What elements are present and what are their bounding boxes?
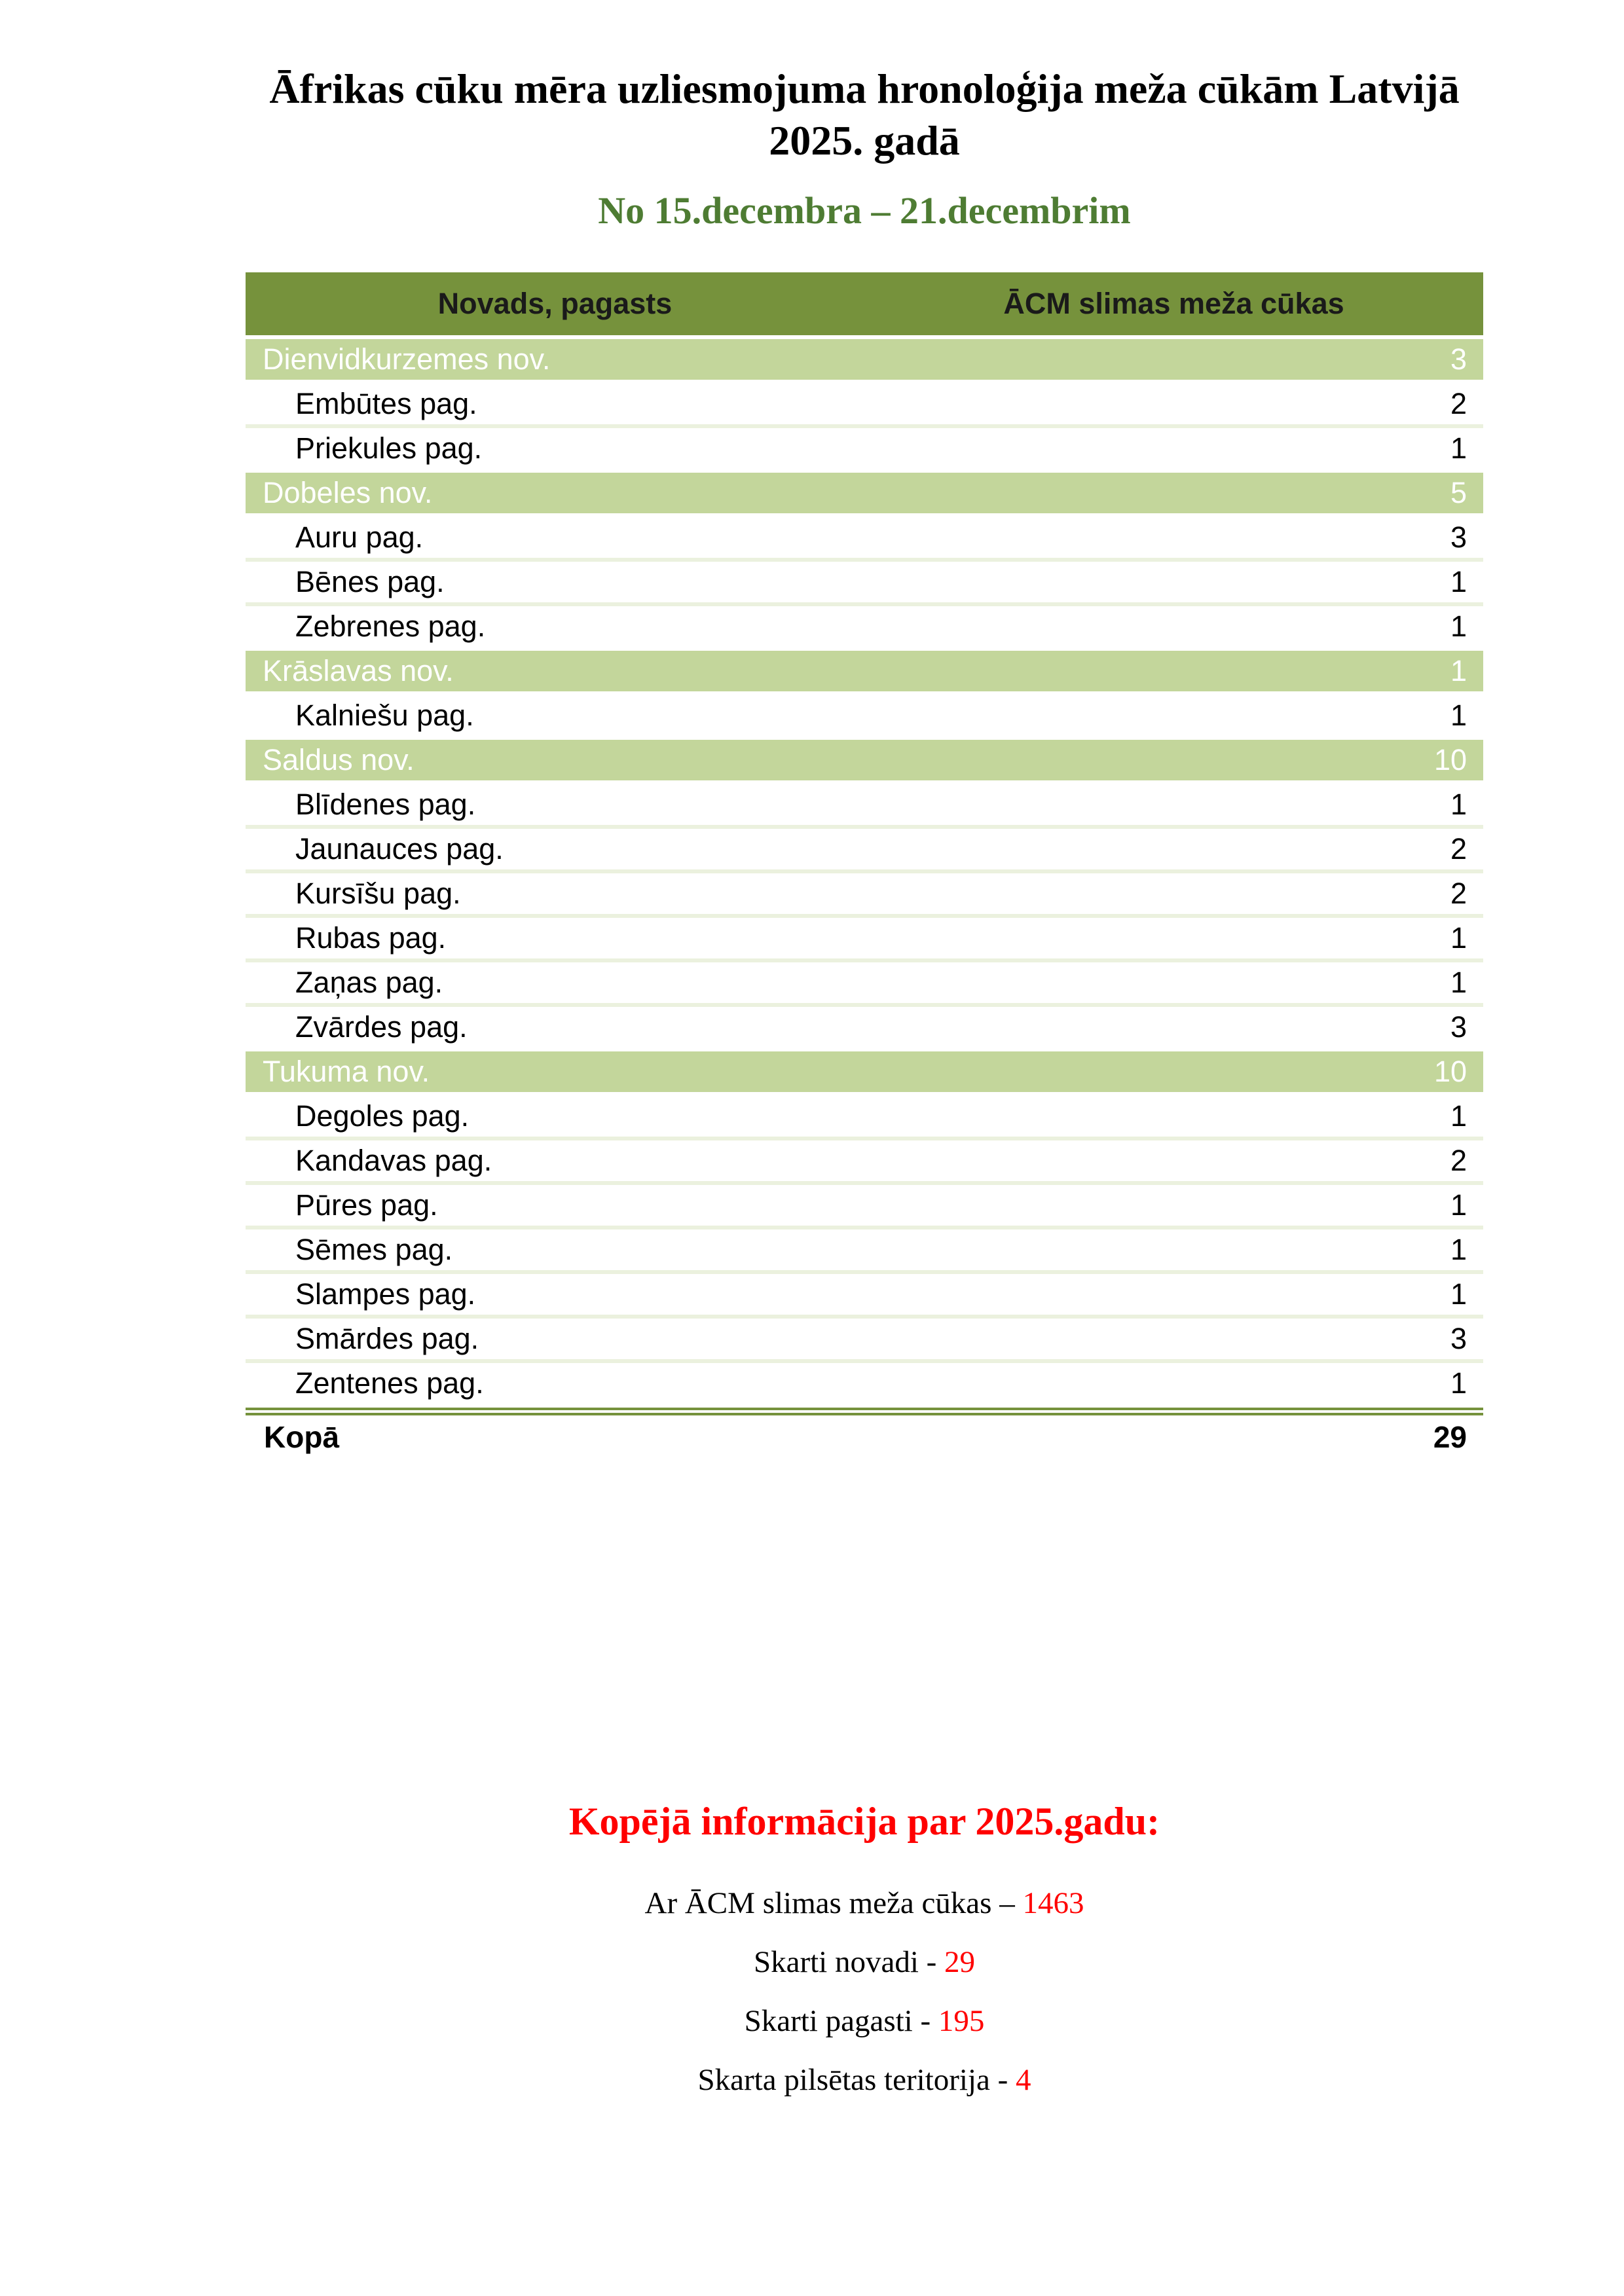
row-label: Saldus nov. <box>263 743 415 776</box>
row-value: 2 <box>1450 877 1467 910</box>
table-row-pagasts <box>246 784 1483 825</box>
summary-item <box>246 2005 1483 2037</box>
summary-item <box>246 1887 1483 1920</box>
row-label: Zebrenes pag. <box>295 610 486 643</box>
row-value: 2 <box>1450 1144 1467 1177</box>
row-value: 1 <box>1450 1188 1467 1222</box>
row-value: 1 <box>1450 699 1467 732</box>
row-label: Krāslavas nov. <box>263 654 454 687</box>
table-row-pagasts <box>246 695 1483 736</box>
table-header-row <box>246 272 1483 335</box>
row-label: Bēnes pag. <box>295 565 445 598</box>
summary-item-text: Ar ĀCM slimas meža cūkas – <box>644 1886 1023 1920</box>
table-row-pagasts <box>246 1319 1483 1359</box>
row-label: Degoles pag. <box>295 1099 470 1133</box>
row-label: Kursīšu pag. <box>295 877 461 910</box>
summary-item-text: Skarti novadi - <box>753 1945 945 1979</box>
row-value: 10 <box>1433 743 1467 776</box>
row-value: 3 <box>1450 1322 1467 1355</box>
summary-item-text: Skarta pilsētas teritorija - <box>697 2063 1016 2097</box>
row-value: 3 <box>1450 342 1467 376</box>
column-header-acm-slimas: ĀCM slimas meža cūkas <box>1003 287 1344 320</box>
row-value: 2 <box>1450 832 1467 866</box>
row-label: Sēmes pag. <box>295 1233 453 1266</box>
row-value: 1 <box>1450 565 1467 598</box>
row-label: Tukuma nov. <box>263 1055 430 1088</box>
table-row-novads <box>246 1051 1483 1092</box>
summary-item-value: 4 <box>1016 2063 1031 2097</box>
table-row-pagasts <box>246 384 1483 424</box>
summary-heading: Kopējā informācija par 2025.gadu: <box>568 1800 1160 1843</box>
row-label: Kandavas pag. <box>295 1144 492 1177</box>
row-value: 1 <box>1450 921 1467 955</box>
row-value: 1 <box>1450 1099 1467 1133</box>
row-value: 2 <box>1450 387 1467 420</box>
table-row-pagasts <box>246 1140 1483 1181</box>
table-body <box>246 339 1483 1404</box>
row-value: 1 <box>1450 788 1467 821</box>
summary-item-value: 1463 <box>1022 1886 1084 1920</box>
table-row-pagasts <box>246 873 1483 914</box>
row-value: 10 <box>1433 1055 1467 1088</box>
date-range-subtitle: No 15.decembra – 21.decembrim <box>598 189 1131 232</box>
table-row-pagasts <box>246 562 1483 602</box>
row-value: 1 <box>1450 1366 1467 1400</box>
table-row-pagasts <box>246 1230 1483 1270</box>
yearly-summary-section <box>246 1799 1483 2096</box>
row-label: Dobeles nov. <box>263 476 433 509</box>
row-label: Jaunauces pag. <box>295 832 504 866</box>
row-label: Embūtes pag. <box>295 387 477 420</box>
page-title <box>246 0 1483 166</box>
row-label: Blīdenes pag. <box>295 788 476 821</box>
table-row-pagasts <box>246 1007 1483 1048</box>
row-value: 1 <box>1450 610 1467 643</box>
total-label: Kopā <box>264 1420 339 1454</box>
row-value: 1 <box>1450 654 1467 687</box>
page-title-line2: 2025. gadā <box>769 117 960 164</box>
table-row-pagasts <box>246 428 1483 469</box>
row-label: Smārdes pag. <box>295 1322 479 1355</box>
row-label: Priekules pag. <box>295 431 483 465</box>
table-row-novads <box>246 473 1483 513</box>
document-content <box>246 0 1483 2096</box>
summary-item-value: 29 <box>944 1945 976 1979</box>
table-row-pagasts <box>246 1274 1483 1315</box>
row-label: Zvārdes pag. <box>295 1010 468 1044</box>
row-value: 3 <box>1450 1010 1467 1044</box>
total-value: 29 <box>1433 1420 1467 1454</box>
row-label: Slampes pag. <box>295 1277 476 1311</box>
table-row-pagasts <box>246 606 1483 647</box>
row-value: 1 <box>1450 1277 1467 1311</box>
table-row-novads <box>246 651 1483 691</box>
row-label: Rubas pag. <box>295 921 447 955</box>
summary-item <box>246 2064 1483 2096</box>
table-row-pagasts <box>246 829 1483 869</box>
outbreak-table <box>246 272 1483 1459</box>
row-label: Auru pag. <box>295 520 424 554</box>
row-label: Zaņas pag. <box>295 966 443 999</box>
table-row-pagasts <box>246 1185 1483 1226</box>
row-value: 1 <box>1450 1233 1467 1266</box>
table-row-pagasts <box>246 1096 1483 1137</box>
table-row-novads <box>246 339 1483 380</box>
row-label: Pūres pag. <box>295 1188 438 1222</box>
summary-items <box>246 1887 1483 2096</box>
row-label: Kalniešu pag. <box>295 699 474 732</box>
table-row-novads <box>246 740 1483 780</box>
table-row-pagasts <box>246 517 1483 558</box>
row-value: 3 <box>1450 520 1467 554</box>
row-label: Dienvidkurzemes nov. <box>263 342 551 376</box>
summary-item <box>246 1946 1483 1978</box>
row-label: Zentenes pag. <box>295 1366 484 1400</box>
column-header-novads-pagasts: Novads, pagasts <box>437 287 673 320</box>
row-value: 1 <box>1450 966 1467 999</box>
table-row-pagasts <box>246 1363 1483 1404</box>
table-row-pagasts <box>246 918 1483 958</box>
summary-item-text: Skarti pagasti - <box>744 2004 938 2038</box>
table-total-row <box>246 1408 1483 1459</box>
row-value: 1 <box>1450 431 1467 465</box>
table-row-pagasts <box>246 962 1483 1003</box>
page-title-line1: Āfrikas cūku mēra uzliesmojuma hronoloģija meža cūkām Latvijā <box>269 65 1460 112</box>
summary-item-value: 195 <box>938 2004 985 2038</box>
row-value: 5 <box>1450 476 1467 509</box>
